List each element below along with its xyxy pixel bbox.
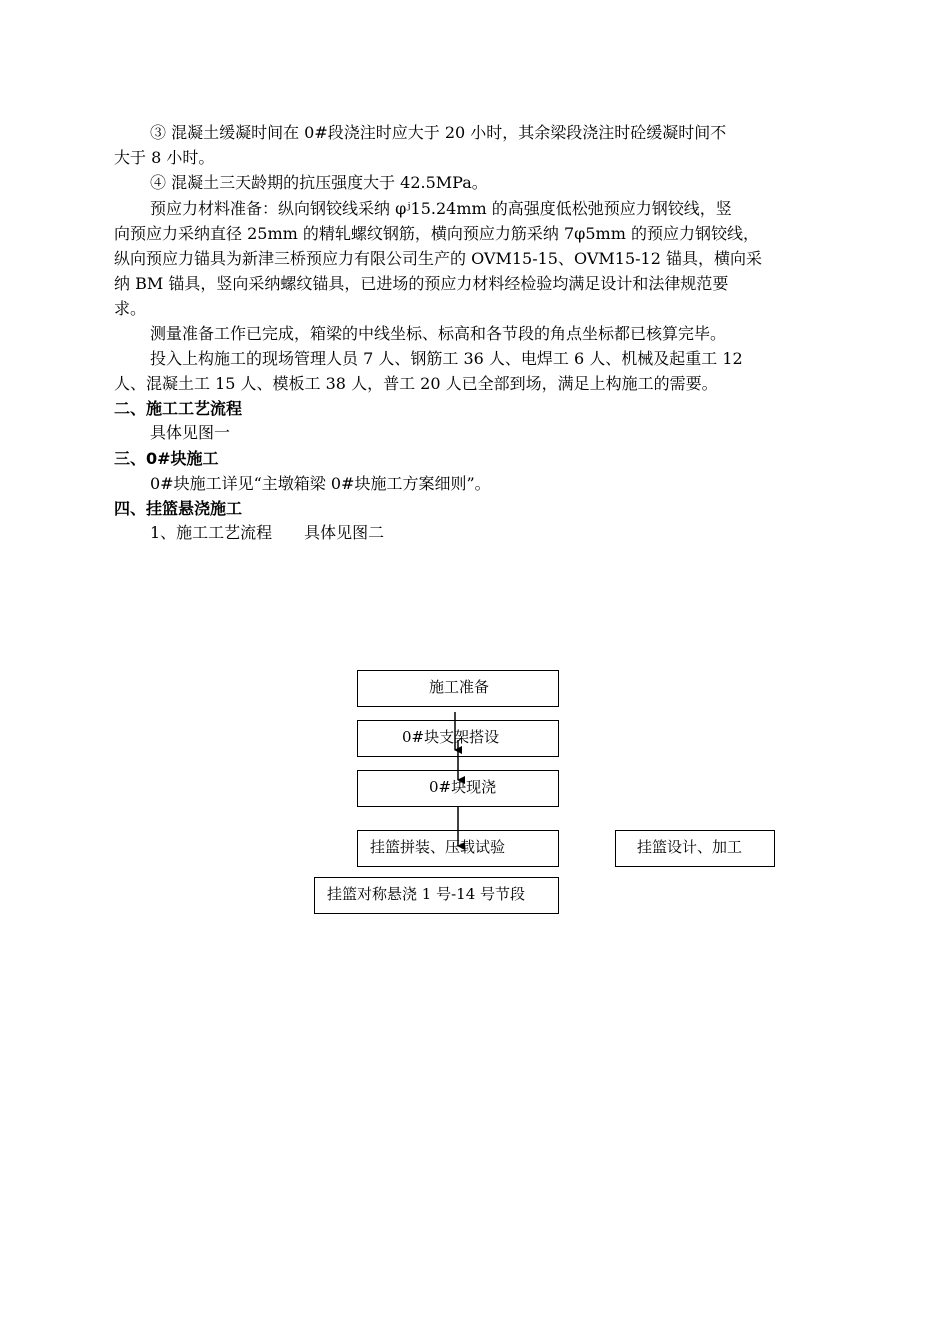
flow-step-label: 0#块现浇 [429,778,497,796]
paragraph-line: 大于 8 小时。 [114,148,215,167]
section-text: 具体见图一 [150,423,231,442]
flow-step-label: 施工准备 [429,678,490,696]
section-heading: 三、0#块施工 [114,449,219,468]
paragraph-line: ④ 混凝土三天龄期的抗压强度大于 42.5MPa。 [150,173,488,192]
section-text: 1、施工工艺流程 具体见图二 [150,523,385,542]
section-heading: 二、施工工艺流程 [114,399,243,418]
paragraph-line: 人、混凝土工 15 人、模板工 38 人，普工 20 人已全部到场，满足上构施工的需要。 [114,374,718,393]
paragraph-line: 求。 [114,299,147,318]
paragraph-line: 测量准备工作已完成，箱梁的中线坐标、标高和各节段的角点坐标都已核算完毕。 [150,324,727,343]
paragraph-line: ③ 混凝土缓凝时间在 0#段浇注时应大于 20 小时，其余梁段浇注时砼缓凝时间不 [150,123,727,142]
flow-step-label: 0#块支架搭设 [402,728,500,746]
paragraph-line: 纳 BM 锚具，竖向采纳螺纹锚具，已进场的预应力材料经检验均满足设计和法律规范要 [114,274,729,293]
flow-step-label: 挂篮拼装、压载试验 [370,838,506,856]
paragraph-line: 投入上构施工的现场管理人员 7 人、钢筋工 36 人、电焊工 6 人、机械及起重工 12 [150,349,743,368]
paragraph-line: 向预应力采纳直径 25mm 的精轧螺纹钢筋，横向预应力筋采纳 7φ5mm 的预应力钢铰线， [114,224,759,243]
flow-side-label: 挂篮设计、加工 [637,838,743,856]
paragraph-line: 预应力材料准备：纵向钢铰线采纳 φʲ15.24mm 的高强度低松弛预应力钢铰线，竖 [150,199,732,218]
section-heading: 四、挂篮悬浇施工 [114,499,243,518]
section-text: 0#块施工详见“主墩箱梁 0#块施工方案细则”。 [150,474,491,493]
flow-step-label: 挂篮对称悬浇 1 号-14 号节段 [327,885,526,903]
paragraph-line: 纵向预应力锚具为新津三桥预应力有限公司生产的 OVM15-15、OVM15-12 锚具，横向采 [114,249,762,268]
